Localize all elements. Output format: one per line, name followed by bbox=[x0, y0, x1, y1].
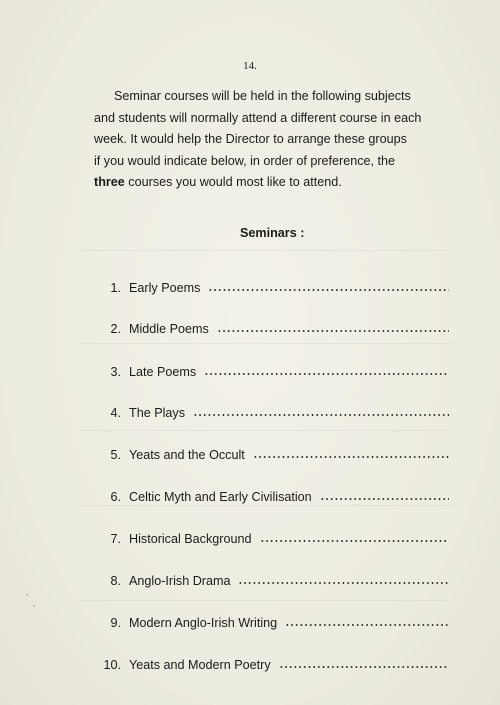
preference-dotted-line[interactable] bbox=[204, 364, 449, 376]
seminar-item bbox=[95, 531, 449, 549]
seminar-label: Yeats and Modern Poetry bbox=[129, 658, 271, 672]
preference-dotted-line[interactable] bbox=[208, 280, 449, 292]
seminar-item bbox=[95, 364, 449, 382]
seminar-item bbox=[95, 321, 449, 339]
preference-dotted-line[interactable] bbox=[260, 531, 450, 543]
intro-line: if you would indicate below, in order of preference, the bbox=[94, 153, 396, 168]
seminar-item bbox=[95, 573, 449, 591]
seminar-item bbox=[95, 405, 449, 423]
seminar-label: Late Poems bbox=[129, 365, 197, 379]
seminar-number: 5. bbox=[110, 448, 121, 462]
seminar-number: 9. bbox=[110, 616, 121, 630]
seminar-label: Anglo-Irish Drama bbox=[129, 574, 231, 588]
seminar-label: Early Poems bbox=[129, 281, 201, 295]
seminar-number: 10. bbox=[103, 658, 121, 672]
preference-dotted-line[interactable] bbox=[238, 573, 449, 585]
seminar-label: Middle Poems bbox=[129, 322, 209, 336]
preference-dotted-line[interactable] bbox=[320, 489, 449, 501]
emphasis-three: three bbox=[94, 175, 125, 189]
seminar-number: 6. bbox=[110, 490, 121, 504]
intro-line: Seminar courses will be held in the following subjects bbox=[114, 89, 411, 103]
seminar-item bbox=[95, 489, 449, 507]
preference-dotted-line[interactable] bbox=[285, 615, 449, 627]
preference-dotted-line[interactable] bbox=[253, 447, 449, 459]
seminar-label: Historical Background bbox=[129, 532, 252, 546]
preference-dotted-line[interactable] bbox=[279, 657, 449, 669]
seminar-item bbox=[95, 447, 449, 465]
seminar-item bbox=[95, 280, 449, 298]
seminar-number: 2. bbox=[110, 322, 121, 336]
page-number: 14. bbox=[243, 60, 257, 72]
seminar-number: 1. bbox=[110, 281, 121, 295]
seminars-heading: Seminars : bbox=[240, 226, 305, 240]
preference-dotted-line[interactable] bbox=[217, 321, 449, 333]
seminar-number: 8. bbox=[110, 574, 121, 588]
seminar-number: 7. bbox=[110, 532, 121, 546]
seminar-item bbox=[95, 657, 449, 675]
seminar-item bbox=[95, 615, 449, 633]
seminar-number: 4. bbox=[110, 406, 121, 420]
seminar-label: Modern Anglo-Irish Writing bbox=[129, 616, 278, 630]
preference-dotted-line[interactable] bbox=[193, 405, 449, 417]
seminar-label: The Plays bbox=[129, 406, 185, 420]
intro-line-rest: courses you would most like to attend. bbox=[124, 175, 342, 189]
seminar-number: 3. bbox=[110, 365, 121, 379]
intro-line: week. It would help the Director to arrange these groups bbox=[94, 132, 407, 146]
seminar-label: Yeats and the Occult bbox=[129, 448, 245, 462]
intro-line: and students will normally attend a different course in each bbox=[94, 110, 422, 125]
seminar-label: Celtic Myth and Early Civilisation bbox=[129, 490, 312, 504]
